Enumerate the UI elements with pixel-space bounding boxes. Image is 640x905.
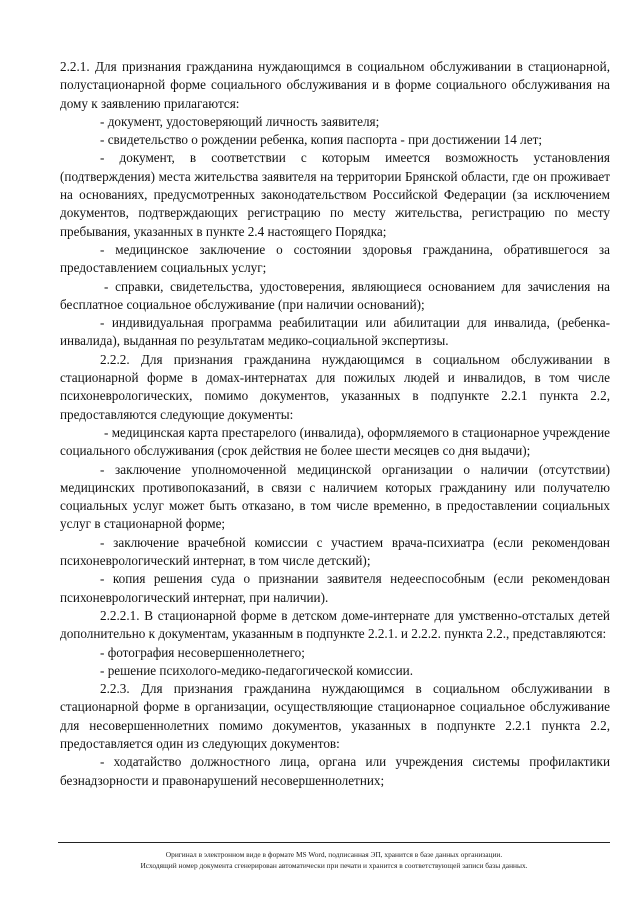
paragraph-2-2-2: 2.2.2. Для признания гражданина нуждающимся в социальном обслуживании в стационарной форме в домах-интернатах для пожилых людей и инвалидов, в том числе психоневрологических, помимо документов, указанных в подпункте 2.2.1 пункта 2.2, предоставляются следующие документы: (60, 351, 610, 422)
list-item: - ходатайство должностного лица, органа или учреждения системы профилактики безнадзорности и правонарушений несовершеннолетних; (60, 754, 610, 788)
paragraph-2-2-2-1: 2.2.2.1. В стационарной форме в детском доме-интернате для умственно-отсталых детей дополнительно к документам, указанным в подпункте 2.2.1. и 2.2.2. пункта 2.2., представляются: (60, 607, 610, 642)
list-item: - медицинская карта престарелого (инвалида), оформляемого в стационарное учреждение социального обслуживания (срок действия не более шести месяцев со дня выдачи); (60, 424, 610, 459)
document-body (60, 58, 610, 790)
list-item: - документ, удостоверяющий личность заявителя; (100, 113, 380, 129)
paragraph-2-2-3: 2.2.3. Для признания гражданина нуждающимся в социальном обслуживании в стационарной форме в организации, осуществляющие стационарное социальное обслуживание для несовершеннолетних помимо документов, указанных в подпункте 2.2.1 пункта 2.2, предоставляется один из следующих документов: (60, 681, 610, 751)
list-item: - заключение уполномоченной медицинской организации о наличии (отсутствии) медицинских противопоказаний, в связи с наличием которых гражданину или получателю социальных услуг может быть отказано, в том числе временно, в предоставлении социальных услуг в стационарной форме; (60, 461, 610, 532)
list-item: - фотография несовершеннолетнего; (100, 644, 305, 660)
list-item: - копия решения суда о признании заявителя недееспособным (если рекомендован психоневрологический интернат, при наличии). (60, 571, 610, 605)
list-item: - свидетельство о рождении ребенка, копия паспорта - при достижении 14 лет; (100, 132, 543, 148)
list-item: - документ, в соответствии с которым имеется возможность установления (подтверждения) места жительства заявителя на территории Брянской области, где он проживает на основаниях, предусмотренных законодательством Российской Федерации (за исключением документов, подтверждающих регистрацию по месту жительства, регистрацию по месту пребывания, указанных в пункте 2.4 настоящего Порядка; (60, 150, 610, 239)
list-item: - индивидуальная программа реабилитации или абилитации для инвалида, (ребенка-инвалида), выданная по результатам медико-социальной экспертизы. (60, 315, 610, 349)
footer-note-number: Исходящий номер документа сгенерирован автоматически при печати и хранится в соответствующей записи базы данных. (140, 861, 528, 870)
list-item: - заключение врачебной комиссии с участием врача-психиатра (если рекомендован психоневрологический интернат, в том числе детский); (60, 534, 610, 569)
page-footer (58, 842, 610, 871)
footer-note-original: Оригинал в электронном виде в формате MS Word, подписанная ЭП, хранится в базе данных организации. (165, 850, 503, 859)
list-item: - медицинское заключение о состоянии здоровья гражданина, обратившегося за предоставлением социальных услуг; (60, 241, 610, 276)
list-item: - решение психолого-медико-педагогической комиссии. (100, 662, 414, 678)
list-item: - справки, свидетельства, удостоверения, являющиеся основанием для зачисления на бесплатное социальное обслуживание (при наличии оснований); (60, 278, 610, 312)
paragraph-2-2-1: 2.2.1. Для признания гражданина нуждающимся в социальном обслуживании в стационарной, полустационарной форме социального обслуживания и в форме социального обслуживания на дому к заявлению прилагаются: (60, 59, 610, 111)
